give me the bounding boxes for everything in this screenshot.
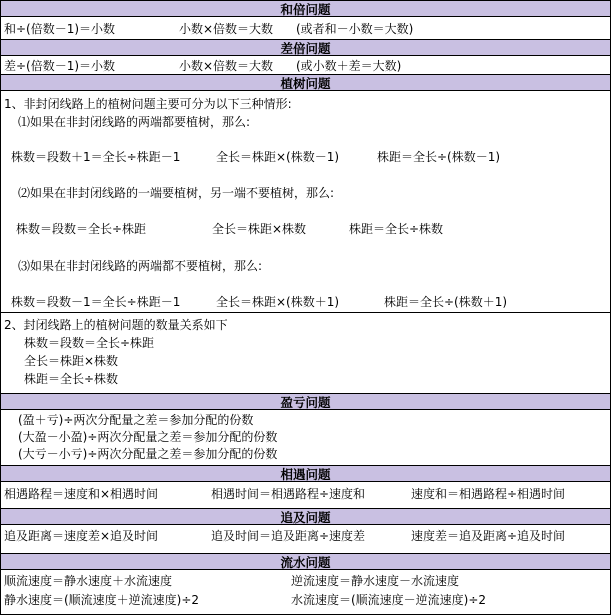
formula-line: (大盈－小盈)÷两次分配量之差＝参加分配的份数 <box>18 430 278 444</box>
section-title-profit-loss: 盈亏问题 <box>1 393 610 410</box>
formula-line: 水流速度＝(顺流速度－逆流速度)÷2 <box>291 593 487 607</box>
formula-line: 全长＝株距×(株数－1) <box>216 150 340 164</box>
formula-line: 株数＝段数＝全长÷株距 <box>16 222 147 236</box>
formula-line: 株数＝段数＝全长÷株距 <box>24 336 155 350</box>
formula-line: 株数＝段数＋1＝全长÷株距－1 <box>11 150 181 164</box>
section-title-stream: 流水问题 <box>1 553 610 570</box>
formula-line: 全长＝株距×(株数＋1) <box>216 295 340 309</box>
section-title-tree-planting: 植树问题 <box>1 74 610 91</box>
formula-line: 差÷(倍数－1)＝小数 <box>4 59 116 73</box>
formula-line: 静水速度＝(顺流速度＋逆流速度)÷2 <box>4 593 200 607</box>
formula-line: 小数×倍数＝大数 <box>179 22 274 36</box>
tree-part1-heading: 1、非封闭线路上的植树问题主要可分为以下三种情形: <box>4 97 292 111</box>
formula-line: (或小数＋差＝大数) <box>296 59 402 73</box>
formula-line: 相遇路程＝速度和×相遇时间 <box>4 487 159 501</box>
formula-line: (盈＋亏)÷两次分配量之差＝参加分配的份数 <box>18 413 254 427</box>
tree-case-label: ⑴如果在非封闭线路的两端都要植树，那么: <box>18 115 251 129</box>
formula-line: (大亏－小亏)÷两次分配量之差＝参加分配的份数 <box>18 447 278 461</box>
formula-line: 速度和＝相遇路程÷相遇时间 <box>411 487 566 501</box>
formula-line: 追及距离＝速度差×追及时间 <box>4 529 159 543</box>
formula-line: (或者和－小数＝大数) <box>296 22 414 36</box>
tree-case-label: ⑶如果在非封闭线路的两端都不要植树，那么: <box>18 259 263 273</box>
formula-line: 顺流速度＝静水速度＋水流速度 <box>4 574 173 588</box>
formula-line: 株距＝全长÷株数 <box>349 222 444 236</box>
formula-line: 小数×倍数＝大数 <box>179 59 274 73</box>
formula-line: 株数＝段数－1＝全长÷株距－1 <box>11 295 181 309</box>
formula-line: 株距＝全长÷株数 <box>24 372 119 386</box>
formula-line: 追及时间＝追及距离÷速度差 <box>211 529 366 543</box>
section-title-difference-multiple: 差倍问题 <box>1 39 610 56</box>
formula-line: 全长＝株距×株数 <box>212 222 307 236</box>
section-title-chase: 追及问题 <box>1 508 610 525</box>
formula-line: 全长＝株距×株数 <box>24 354 119 368</box>
tree-part2-heading: 2、封闭线路上的植树问题的数量关系如下 <box>4 318 228 332</box>
section-title-meeting: 相遇问题 <box>1 465 610 482</box>
section-title-sum-multiple: 和倍问题 <box>1 0 610 17</box>
formula-line: 株距＝全长÷(株数－1) <box>377 150 501 164</box>
tree-case-label: ⑵如果在非封闭线路的一端要植树，另一端不要植树，那么: <box>18 186 335 200</box>
formula-line: 逆流速度＝静水速度－水流速度 <box>291 574 460 588</box>
formula-line: 和÷(倍数－1)＝小数 <box>4 22 116 36</box>
formula-line: 速度差＝追及距离÷追及时间 <box>411 529 566 543</box>
row-divider <box>1 312 610 313</box>
formula-line: 相遇时间＝相遇路程÷速度和 <box>211 487 366 501</box>
formula-line: 株距＝全长÷(株数＋1) <box>384 295 508 309</box>
